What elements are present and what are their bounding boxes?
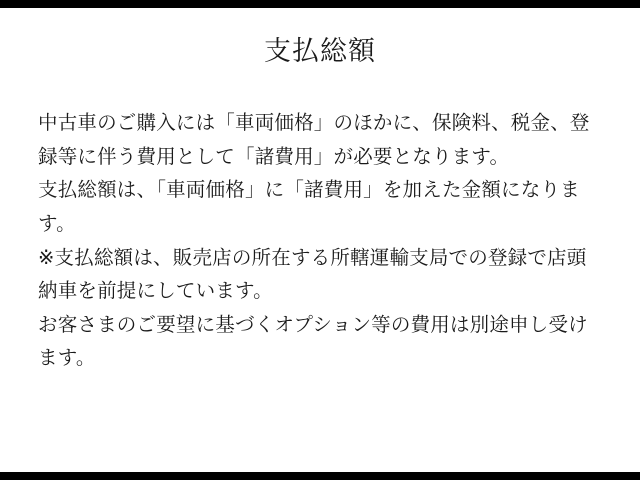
paragraph-2: 支払総額は、「車両価格」に「諸費用」を加えた金額になります。 <box>38 178 580 235</box>
document-page <box>0 8 640 472</box>
paragraph-1: 中古車のご購入には「車両価格」のほかに、保険料、税金、登録等に伴う費用として「諸費用」が必要となります。 <box>38 111 590 168</box>
paragraph-4: お客さまのご要望に基づくオプション等の費用は別途申し受けます。 <box>38 312 588 370</box>
document-body <box>38 106 602 374</box>
paragraph-3: ※支払総額は、販売店の所在する所轄運輸支局での登録で店頭納車を前提にしています。 <box>38 245 587 303</box>
page-title: 支払総額 <box>264 36 376 67</box>
